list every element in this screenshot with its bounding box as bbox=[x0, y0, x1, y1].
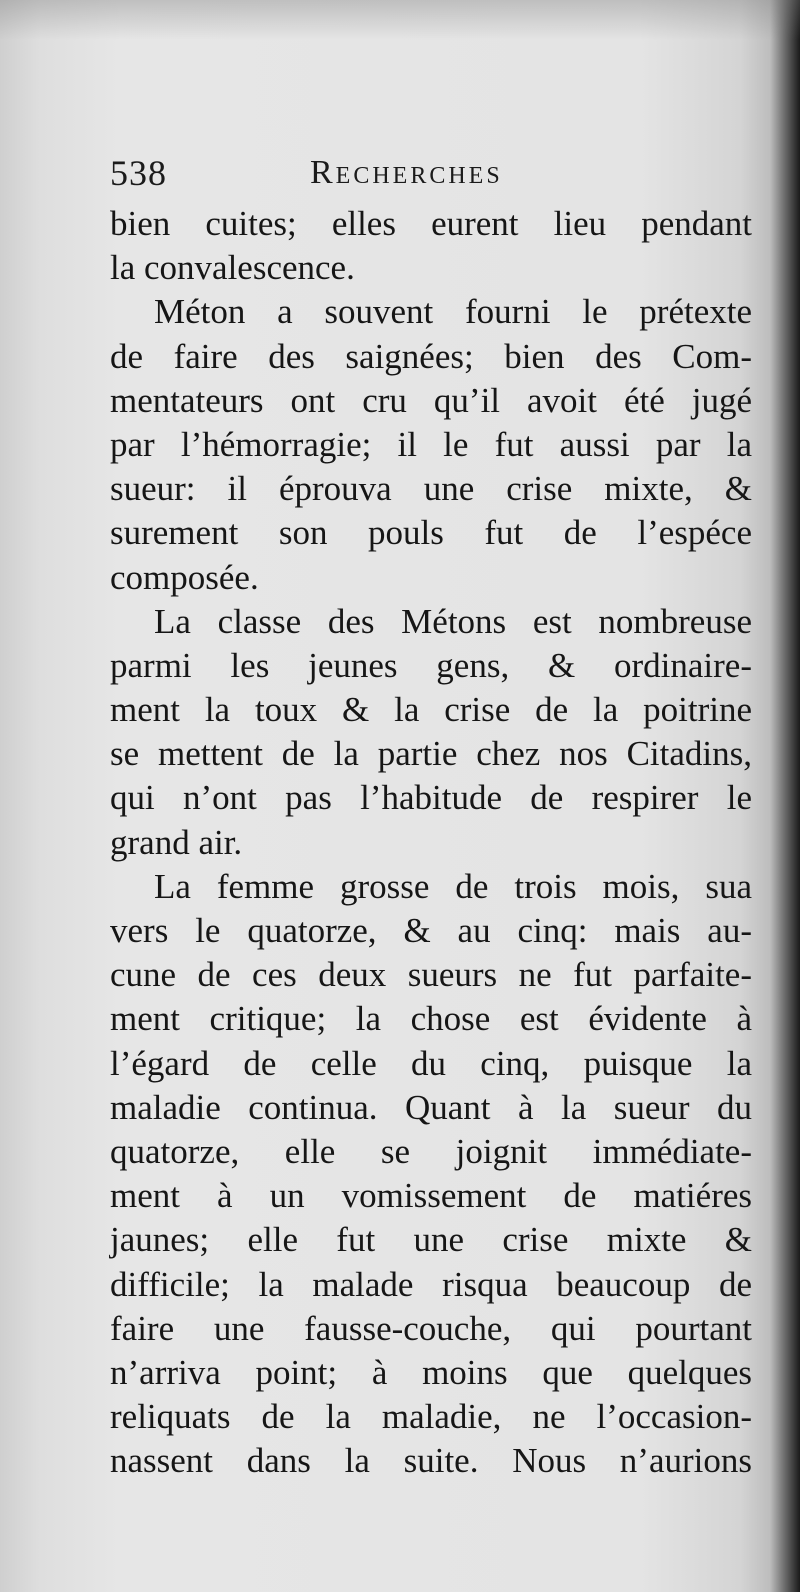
text-line: Méton a souvent fourni le prétexte bbox=[154, 292, 752, 332]
text-line: par l’hémorragie; il le fut aussi par la bbox=[110, 424, 752, 464]
text-line: vers le quatorze, & au cinq: mais au- bbox=[110, 911, 752, 950]
text-line: composée. bbox=[110, 557, 259, 597]
text-line: cune de ces deux sueurs ne fut parfaite- bbox=[110, 955, 752, 995]
body-text bbox=[110, 202, 752, 1483]
text-line: de faire des saignées; bien des Com- bbox=[110, 336, 752, 376]
running-title: Recherches bbox=[310, 154, 503, 191]
text-line: maladie continua. Quant à la sueur du bbox=[110, 1087, 752, 1127]
text-line: sueur: il éprouva une crise mixte, & bbox=[110, 469, 752, 509]
text-line: ment la toux & la crise de la poitrine bbox=[110, 690, 752, 730]
text-line: l’égard de celle du cinq, puisque la bbox=[110, 1043, 752, 1083]
text-line: reliquats de la maladie, ne l’occasion- bbox=[110, 1397, 752, 1437]
text-line: ment critique; la chose est évidente à bbox=[110, 999, 752, 1039]
text-line: la convalescence. bbox=[110, 248, 355, 288]
text-line: La femme grosse de trois mois, sua bbox=[154, 866, 752, 906]
text-line: se mettent de la partie chez nos Citadins, bbox=[110, 734, 752, 774]
text-line: nassent dans la suite. Nous n’aurions bbox=[110, 1441, 752, 1481]
text-line: qui n’ont pas l’habitude de respirer le bbox=[110, 778, 752, 818]
page-number: 538 bbox=[110, 153, 167, 193]
text-line: jaunes; elle fut une crise mixte & bbox=[110, 1220, 752, 1260]
text-line: surement son pouls fut de l’espéce bbox=[110, 513, 752, 553]
text-line: bien cuites; elles eurent lieu pendant bbox=[110, 204, 752, 243]
text-line: n’arriva point; à moins que quelques bbox=[110, 1352, 752, 1392]
text-line: difficile; la malade risqua beaucoup de bbox=[110, 1264, 752, 1304]
page-shadow bbox=[0, 0, 800, 40]
text-line: mentateurs ont cru qu’il avoit été jugé bbox=[110, 380, 752, 420]
running-head bbox=[110, 150, 750, 196]
text-line: faire une fausse-couche, qui pourtant bbox=[110, 1308, 752, 1348]
text-line: grand air. bbox=[110, 822, 243, 862]
text-line: ment à un vomissement de matiéres bbox=[110, 1176, 752, 1216]
text-line: La classe des Métons est nombreuse bbox=[154, 601, 752, 641]
text-line: parmi les jeunes gens, & ordinaire- bbox=[110, 645, 752, 685]
text-line: quatorze, elle se joignit immédiate- bbox=[110, 1131, 752, 1171]
